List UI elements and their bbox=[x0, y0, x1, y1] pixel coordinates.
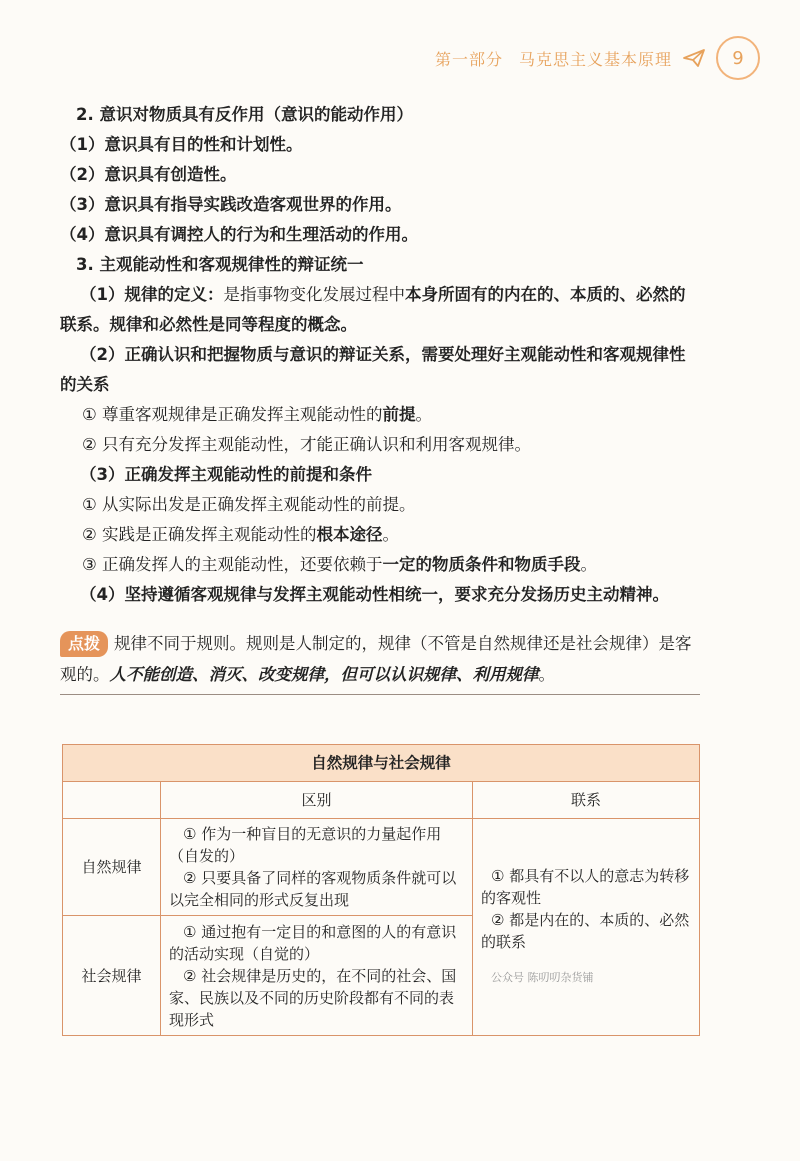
page-number: 9 bbox=[716, 36, 760, 80]
table-title: 自然规律与社会规律 bbox=[63, 745, 700, 782]
col-header-link: 联系 bbox=[473, 782, 700, 819]
section-heading-3: 3. 主观能动性和客观规律性的辩证统一 bbox=[76, 255, 364, 274]
unity-heading: （4）坚持遵循客观规律与发挥主观能动性相统一，要求充分发扬历史主动精神。 bbox=[80, 585, 669, 604]
comparison-table bbox=[62, 744, 700, 1036]
relation-heading: （2）正确认识和把握物质与意识的辩证关系，需要处理好主观能动性和客观规律性的关系 bbox=[60, 345, 686, 394]
cell-society-diff: ① 通过抱有一定目的和意图的人的有意识的活动实现（自觉的） ② 社会规律是历史的，在不同的社会、国家、民族以及不同的历史阶段都有不同的表现形式 bbox=[161, 916, 473, 1036]
condition-item-3: ③ 正确发挥人的主观能动性，还要依赖于一定的物质条件和物质手段。 bbox=[82, 555, 598, 574]
law-def-bold: 本身所固有的内在的、本质的、必然的联系。规律和必然性是同等程度的概念。 bbox=[60, 285, 686, 334]
condition-heading: （3）正确发挥主观能动性的前提和条件 bbox=[80, 465, 372, 484]
relation-item-2: ② 只有充分发挥主观能动性，才能正确认识和利用客观规律。 bbox=[82, 435, 532, 454]
section-heading-2: 2. 意识对物质具有反作用（意识的能动作用） bbox=[76, 105, 413, 124]
item-guide-practice: （3）意识具有指导实践改造客观世界的作用。 bbox=[60, 195, 402, 214]
tip-badge: 点拨 bbox=[60, 631, 108, 657]
tip-bold: 人不能创造、消灭、改变规律，但可以认识规律、利用规律 bbox=[109, 665, 539, 684]
col-header-diff: 区别 bbox=[161, 782, 473, 819]
law-definition bbox=[60, 280, 700, 340]
condition-item-1: ① 从实际出发是正确发挥主观能动性的前提。 bbox=[82, 495, 416, 514]
cell-link: ① 都具有不以人的意志为转移的客观性 ② 都是内在的、本质的、必然的联系 公众号 陈叨叨杂货铺 bbox=[473, 819, 700, 1036]
relation-item-1: ① 尊重客观规律是正确发挥主观能动性的前提。 bbox=[82, 405, 433, 424]
row-label-society: 社会规律 bbox=[63, 916, 161, 1036]
tip-body: 规律不同于规则。规则是人制定的，规律（不管是自然规律还是社会规律）是客观的。 bbox=[60, 634, 692, 684]
main-content bbox=[60, 100, 700, 610]
row-label-nature: 自然规律 bbox=[63, 819, 161, 916]
tip-box bbox=[60, 628, 700, 695]
paper-plane-icon bbox=[682, 48, 706, 68]
header-part: 第一部分 bbox=[434, 49, 503, 69]
item-purpose: （1）意识具有目的性和计划性。 bbox=[60, 135, 303, 154]
law-def-pre: （1）规律的定义： bbox=[80, 285, 224, 304]
page-header bbox=[435, 36, 760, 80]
condition-item-2: ② 实践是正确发挥主观能动性的根本途径。 bbox=[82, 525, 400, 544]
item-regulate: （4）意识具有调控人的行为和生理活动的作用。 bbox=[60, 225, 418, 244]
table-corner bbox=[63, 782, 161, 819]
cell-nature-diff: ① 作为一种盲目的无意识的力量起作用（自发的） ② 只要具备了同样的客观物质条件就可以以完全相同的形式反复出现 bbox=[161, 819, 473, 916]
header-text bbox=[435, 47, 672, 70]
law-def-mid: 是指事物变化发展过程中 bbox=[223, 285, 405, 304]
item-creativity: （2）意识具有创造性。 bbox=[60, 165, 237, 184]
tip-text: 点拨 规律不同于规则。规则是人制定的，规律（不管是自然规律还是社会规律）是客观的。人不能创造、消灭、改变规律，但可以认识规律、利用规律。 bbox=[60, 628, 700, 690]
watermark: 公众号 陈叨叨杂货铺 bbox=[491, 971, 594, 984]
header-title: 马克思主义基本原理 bbox=[518, 49, 672, 69]
